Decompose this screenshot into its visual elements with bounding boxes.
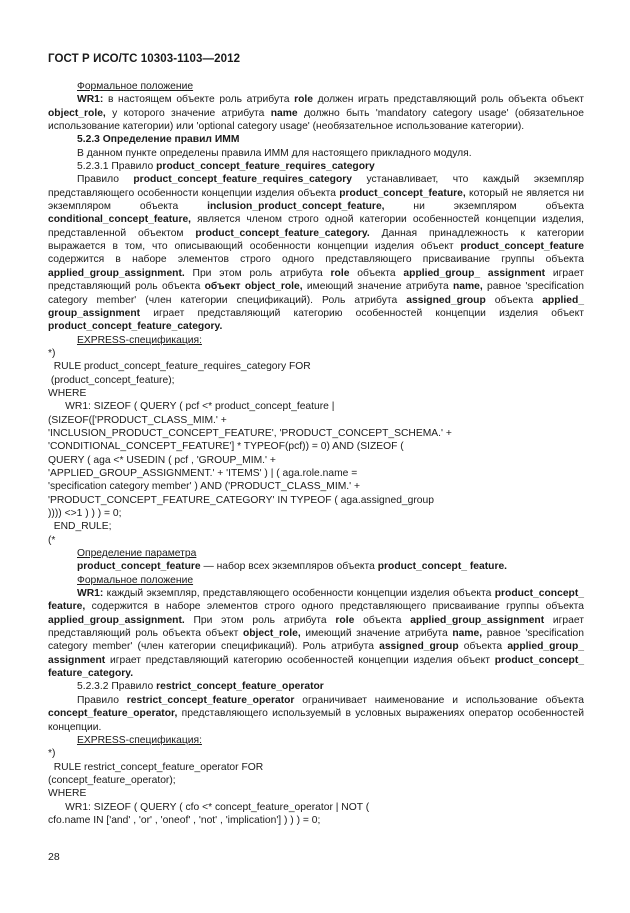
express-spec-label: EXPRESS-спецификация: — [77, 334, 202, 346]
text-run: объекта — [354, 614, 411, 626]
text-run: ни экземпляром объекта — [384, 201, 585, 213]
text-run: который не является ни экземпляром объекта — [48, 187, 584, 213]
bold-term: name, — [452, 628, 483, 640]
bold-term: role — [294, 94, 313, 106]
bold-term: applied_group_assignment — [410, 614, 545, 626]
bold-term: product_concept_feature — [460, 241, 584, 253]
text-run: равное 'specification category member' (член категории спецификаций). Роль атрибута — [48, 281, 584, 306]
express-code-block: *) RULE restrict_concept_feature_operator FOR (concept_feature_operator); WHERE WR1: SIZEOF ( QUERY ( cfo <* concept_feature_operator | NOT ( cfo.name IN ['and' , 'or' , 'oneof' , 'not' , 'implication'] ) ) ) = 0; — [48, 748, 370, 826]
text-run: представляющего используемый в условных выражениях оператор особенностей концепции. — [48, 708, 584, 733]
text-run: устанавливает, что каждый экземпляр представляющего особенности концепции изделия объекта — [48, 174, 584, 199]
bold-term: assigned_group — [406, 294, 486, 306]
text-run: объекта — [485, 294, 543, 306]
bold-term: role — [330, 267, 350, 279]
formal-statement-heading: Формальное положение — [77, 81, 194, 92]
rule-5-2-3-1-description — [48, 173, 584, 333]
bold-term: inclusion_product_concept_feature, — [207, 201, 385, 213]
text-run: объекта — [458, 641, 508, 653]
text-run: ограничивает наименование и использование объекта — [294, 694, 584, 706]
rule-name: product_concept_feature_requires_category — [156, 161, 375, 173]
bold-term: product_concept_feature — [77, 561, 201, 573]
page-content — [48, 80, 584, 827]
parameter-heading: Определение параметра — [77, 548, 197, 560]
bold-term: product_concept_ feature_category. — [48, 654, 584, 680]
bold-term: object_role, — [242, 628, 301, 640]
text-run: каждый экземпляр, представляющего особенности концепции изделия объекта — [103, 588, 495, 600]
bold-term: restrict_concept_feature_operator — [126, 694, 295, 706]
text-run: При этом роль атрибута — [184, 267, 331, 279]
text-run: играет представляющий роль объекта — [48, 267, 584, 293]
text-run: играет представляющий категорию особенностей концепции изделия объект — [140, 307, 584, 319]
text-run: у которого значение атрибута — [105, 107, 271, 119]
bold-term: product_concept_feature_category. — [195, 227, 370, 239]
bold-term: applied_group_assignment. — [48, 614, 185, 626]
bold-term: role — [335, 614, 355, 626]
bold-term: product_concept_feature_requires_category — [133, 174, 352, 186]
bold-term: applied_group_ assignment — [403, 267, 546, 279]
rule-5-2-3-1-title — [48, 160, 584, 173]
bold-term: applied_ group_assignment — [48, 294, 584, 319]
bold-term: object_role, — [48, 107, 106, 119]
bold-term: WR1: — [77, 94, 104, 106]
text-run: равное 'specification category member' (член категории спецификаций). Роль атрибута — [48, 628, 584, 653]
bold-term: product_concept_ feature. — [377, 561, 508, 573]
text-run: должно быть 'mandatory category usage' (обязательное использование категории) или 'optional category usage' (необязательное использование категории). — [48, 107, 584, 133]
express-spec-label: EXPRESS-спецификация: — [77, 734, 202, 746]
rule-number: 5.2.3.1 Правило — [77, 161, 157, 173]
text-run: имеющий значение атрибута — [300, 628, 453, 640]
text-run: Правило — [77, 694, 127, 706]
express-code-block: *) RULE product_concept_feature_requires_category FOR (product_concept_feature); WHERE WR1: SIZEOF ( QUERY ( pcf <* product_concept_feature | (SIZEOF(['PRODUCT_CLASS_MIM.' + 'INCLUSION_PRODUCT_CONCEPT_FEATURE', 'PRODUCT_CONCEPT_SCHEMA.' + 'CONDITIONAL_CONCEPT_FEATURE'] * TYPEOF(pcf)) = 0) AND (SIZEOF ( QUERY ( aga <* USEDIN ( pcf , 'GROUP_MIM.' + 'APPLIED_GROUP_ASSIGNMENT.' + 'ITEMS' ) | ( aga.role.name = 'specification category member' ) AND ('PRODUCT_CLASS_MIM.' + 'PRODUCT_CONCEPT_FEATURE_CATEGORY' IN TYPEOF ( aga.assigned_group )))) <>1 ) ) ) = 0; END_RULE; (* — [48, 347, 452, 546]
page-number: 28 — [48, 851, 60, 863]
text-run: играет представляющий категорию особенностей концепции изделия объект — [105, 654, 495, 666]
text-run: является членом строго одной категории особенностей концепции изделия, представленной объектом — [48, 214, 584, 239]
text-run: содержится в наборе элементов строго одного представляющего присваивание группы объекта — [48, 254, 584, 266]
formal-statement-text — [48, 93, 584, 133]
bold-term: объект object_role, — [204, 281, 303, 293]
bold-term: name, — [452, 281, 483, 293]
section-5-2-3-intro: В данном пункте определены правила ИММ для настоящего прикладного модуля. — [77, 147, 472, 159]
rule-number: 5.2.3.2 Правило — [77, 681, 157, 693]
bold-term: WR1: — [77, 588, 104, 600]
bold-term: conditional_concept_feature, — [48, 214, 192, 226]
bold-term: product_concept_ feature, — [48, 588, 584, 613]
text-run: в настоящем объекте роль атрибута — [103, 94, 295, 106]
formal-statement-text — [48, 587, 584, 680]
text-run: имеющий значение атрибута — [302, 281, 453, 293]
formal-statement-heading: Формальное положение — [77, 574, 194, 586]
bold-term: concept_feature_operator, — [48, 708, 178, 720]
text-run: Правило — [77, 174, 134, 186]
text-run: При этом роль атрибута — [184, 614, 336, 626]
text-run: должен играть представляющий роль объекта объект — [312, 94, 584, 106]
rule-5-2-3-2-description — [48, 694, 584, 734]
bold-term: applied_group_ assignment — [48, 641, 584, 666]
bold-term: name — [270, 107, 298, 119]
parameter-definition — [48, 560, 584, 573]
text-run: — набор всех экземпляров объекта — [200, 561, 378, 573]
bold-term: assigned_group — [379, 641, 459, 653]
section-5-2-3-title: 5.2.3 Определение правил ИММ — [77, 134, 240, 146]
bold-term: product_concept_feature_category. — [48, 321, 223, 333]
bold-term: applied_group_assignment. — [48, 267, 185, 279]
rule-name: restrict_concept_feature_operator — [156, 681, 324, 693]
text-run: играет представляющий роль объекта объект — [48, 614, 584, 640]
text-run: Данная принадлежность к категории выражается в том, что описывающий особенности концепции изделия объект — [48, 227, 584, 253]
rule-5-2-3-2-title — [48, 680, 584, 693]
text-run: объекта — [349, 267, 404, 279]
bold-term: product_concept_feature, — [339, 187, 466, 199]
text-run: содержится в наборе элементов строго одного представляющего присваивание группы объекта — [85, 601, 584, 613]
document-header: ГОСТ Р ИСО/ТС 10303-1103—2012 — [48, 53, 241, 65]
